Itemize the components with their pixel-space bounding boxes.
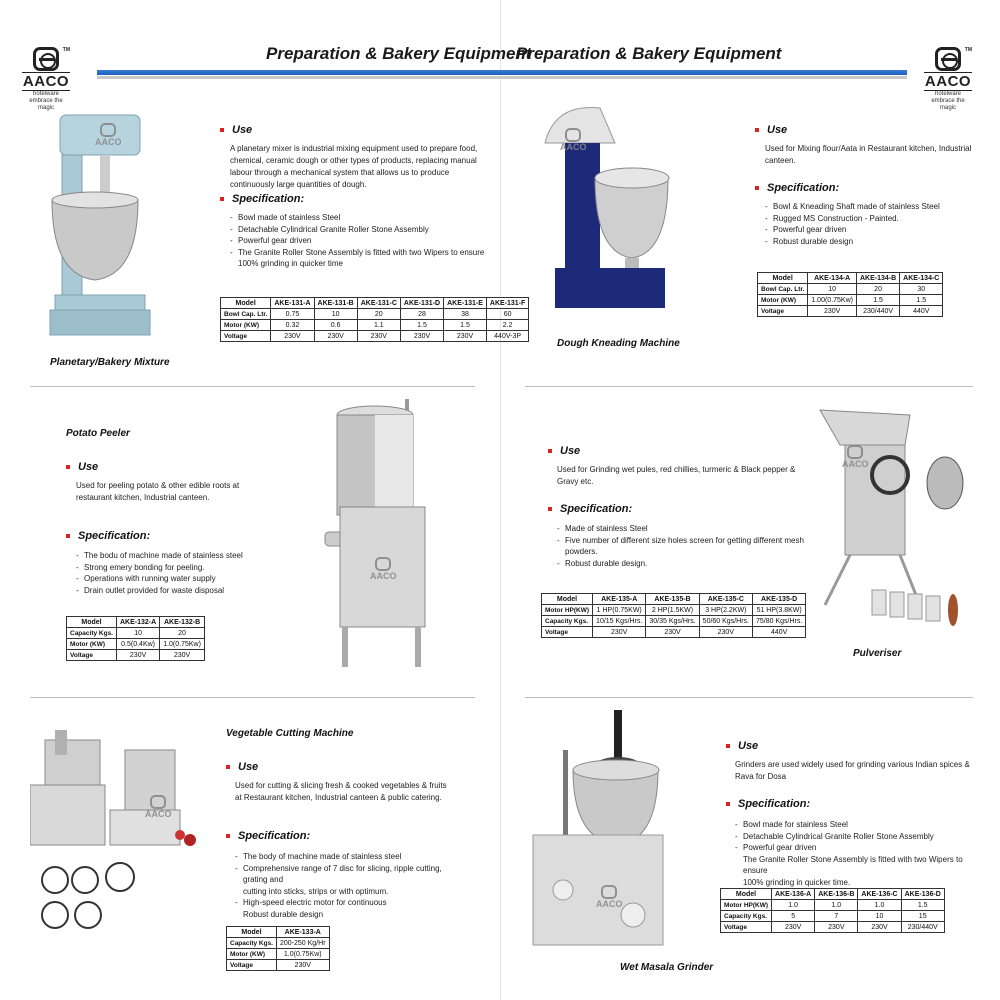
spec-item: - Robust durable design.	[557, 558, 817, 570]
aaco-logo-icon: TM	[935, 47, 961, 71]
use-text-pulveriser: Used for Grinding wet pules, red chillies, turmeric & Black pepper & Gravy etc.	[557, 465, 796, 486]
bullet-icon	[66, 534, 70, 538]
table-row: Capacity Kgs. 10/15 Kgs/Hrs. 30/35 Kgs/Hrs. 50/60 Kgs/Hrs. 75/80 Kgs/Hrs.	[542, 616, 806, 627]
bullet-icon	[226, 834, 230, 838]
spec-item: Robust durable design	[243, 909, 324, 919]
watermark-logo: AACO	[145, 795, 172, 819]
spec-item: - Bowl made for stainless Steel	[735, 819, 975, 831]
use-text-potato: Used for peeling potato & other edible roots at restaurant kitchen, Industrial canteen.	[76, 481, 240, 502]
spec-list-dough	[765, 201, 975, 247]
dough-kneading-image	[540, 103, 675, 318]
use-text-dough: Used for Mixing flour/Aata in Restaurant kitchen, Industrial canteen.	[765, 144, 972, 165]
bullet-icon	[755, 186, 759, 190]
spec-table-masala	[720, 888, 945, 933]
table-header-row: Model AKE-132-A AKE-132-B	[67, 617, 205, 628]
spec-item: 100% grinding in quicker time	[238, 259, 343, 268]
bullet-icon	[726, 744, 730, 748]
page-title-left: Preparation & Bakery Equipment	[266, 44, 532, 63]
product-name-vegetable: Vegetable Cutting Machine	[226, 728, 354, 739]
spec-item: - The Granite Roller Stone Assembly is fitted with two Wipers to ensure	[230, 247, 490, 259]
spec-item: - Rugged MS Construction - Painted.	[765, 213, 975, 225]
header-blue-bar	[97, 70, 907, 75]
table-row: Motor HP(KW) 1 HP(0.75KW) 2 HP(1.5KW) 3 HP(2.2KW) 51 HP(3.8KW)	[542, 605, 806, 616]
planetary-mixer-image	[40, 105, 155, 345]
bullet-icon	[548, 507, 552, 511]
use-heading: Use	[548, 445, 580, 457]
logo-name: AACO	[924, 73, 972, 90]
spec-table-dough	[757, 272, 943, 317]
watermark-logo: AACO	[596, 885, 623, 909]
spec-heading: Specification:	[755, 182, 839, 194]
bullet-icon	[726, 802, 730, 806]
use-heading: Use	[226, 761, 258, 773]
vegetable-cutter-image	[30, 715, 220, 950]
table-row: Motor HP(KW) 1.0 1.0 1.0 1.5	[721, 900, 945, 911]
spec-item: - Five number of different size holes screen for getting different mesh powders.	[557, 535, 817, 558]
brand-logo-left	[22, 47, 70, 112]
spec-item: - Bowl made of stainless Steel	[230, 212, 490, 224]
spec-heading: Specification:	[220, 193, 304, 205]
use-heading: Use	[755, 124, 787, 136]
aaco-logo-icon: TM	[33, 47, 59, 71]
bullet-icon	[226, 765, 230, 769]
spec-item: - The body of machine made of stainless steel	[235, 851, 455, 863]
spec-item: - Powerful gear driven	[735, 842, 975, 854]
bullet-icon	[548, 449, 552, 453]
spec-list-planetary	[230, 212, 490, 270]
table-row: Voltage 230V 230V	[67, 650, 205, 661]
table-row: Voltage 230V 230/440V 440V	[758, 306, 943, 317]
table-header-row: Model AKE-133-A	[227, 927, 330, 938]
bullet-icon	[220, 128, 224, 132]
table-header-row: Model AKE-134-A AKE-134-B AKE-134-C	[758, 273, 943, 284]
table-row: Capacity Kgs. 10 20	[67, 628, 205, 639]
section-divider	[30, 697, 475, 698]
logo-line1: hotelware	[32, 91, 59, 97]
bullet-icon	[220, 197, 224, 201]
logo-line2: embrace the magic	[931, 98, 965, 111]
table-row: Motor (KW) 0.5(0.4Kw) 1.0(0.75Kw)	[67, 639, 205, 650]
watermark-logo: AACO	[370, 557, 397, 581]
table-row: Voltage 230V 230V 230V 230/440V	[721, 922, 945, 933]
table-row: Voltage 230V 230V 230V 230V 230V 440V-3P	[221, 331, 529, 342]
header-gray-bar	[97, 76, 907, 79]
wet-masala-grinder-image	[528, 710, 668, 950]
spec-table-vegetable	[226, 926, 330, 971]
table-header-row: Model AKE-136-A AKE-136-B AKE-136-C AKE-136-D	[721, 889, 945, 900]
spec-heading: Specification:	[726, 798, 810, 810]
table-header-row: Model AKE-131-A AKE-131-B AKE-131-C AKE-131-D AKE-131-E AKE-131-F	[221, 298, 529, 309]
spec-list-pulveriser	[557, 523, 817, 569]
spec-item: - The bodu of machine made of stainless steel	[76, 550, 276, 562]
watermark-logo: AACO	[842, 445, 869, 469]
table-row: Voltage 230V	[227, 960, 330, 971]
use-text-planetary: A planetary mixer is industrial mixing equipment used to prepare food, chemical, ceramic dough or other types of products, replacing manual labour through a mechanical system that allows us to produce continuously large quantities of dough.	[230, 144, 478, 189]
use-heading: Use	[66, 461, 98, 473]
spec-table-pulveriser	[541, 593, 806, 638]
table-row: Capacity Kgs. 5 7 10 15	[721, 911, 945, 922]
potato-peeler-image	[320, 397, 435, 672]
spec-item: - Detachable Cylindrical Granite Roller Stone Assembly	[735, 831, 975, 843]
spec-heading: Specification:	[226, 830, 310, 842]
product-name-planetary: Planetary/Bakery Mixture	[50, 357, 170, 368]
spec-table-planetary	[220, 297, 529, 342]
product-name-potato: Potato Peeler	[66, 428, 130, 439]
spec-item: - Robust durable design	[765, 236, 975, 248]
logo-line1: hotelware	[934, 91, 961, 97]
brand-logo-right	[924, 47, 972, 112]
spec-heading: Specification:	[548, 503, 632, 515]
spec-list-vegetable	[235, 851, 455, 920]
spec-item: - Powerful gear driven	[230, 235, 490, 247]
spec-item: 100% grinding in quicker time.	[743, 877, 851, 887]
spec-item: - Bowl & Kneading Shaft made of stainless Steel	[765, 201, 975, 213]
product-name-masala: Wet Masala Grinder	[620, 962, 714, 973]
spec-list-masala	[735, 819, 975, 888]
spec-item: - Drain outlet provided for waste disposal	[76, 585, 276, 597]
spec-item: - Made of stainless Steel	[557, 523, 817, 535]
table-header-row: Model AKE-135-A AKE-135-B AKE-135-C AKE-135-D	[542, 594, 806, 605]
section-divider	[525, 697, 973, 698]
table-row: Voltage 230V 230V 230V 440V	[542, 627, 806, 638]
spec-item: - Strong emery bonding for peeling.	[76, 562, 276, 574]
spec-item: - Comprehensive range of 7 disc for slicing, ripple cutting, grating and	[235, 863, 455, 886]
bullet-icon	[66, 465, 70, 469]
spec-heading: Specification:	[66, 530, 150, 542]
page-title-right: Preparation & Bakery Equipment	[516, 44, 782, 63]
bullet-icon	[755, 128, 759, 132]
table-row: Bowl Cap. Ltr. 0.75 10 20 28 38 60	[221, 309, 529, 320]
use-heading: Use	[220, 124, 252, 136]
use-text-vegetable: Used for cutting & slicing fresh & cooked vegetables & fruits at Restaurant kitchen, Industrial canteen & public catering.	[235, 781, 447, 802]
logo-line2: embrace the magic	[29, 98, 63, 111]
spec-item: - Detachable Cylindrical Granite Roller Stone Assembly	[230, 224, 490, 236]
spec-item: cutting into sticks, strips or with optimum.	[243, 886, 389, 896]
product-name-dough: Dough Kneading Machine	[557, 338, 680, 349]
use-heading: Use	[726, 740, 758, 752]
spec-item: - Powerful gear driven	[765, 224, 975, 236]
table-row: Motor (KW) 0.32 0.6 1.1 1.5 1.5 2.2	[221, 320, 529, 331]
table-row: Bowl Cap. Ltr. 10 20 30	[758, 284, 943, 295]
product-name-pulveriser: Pulveriser	[853, 648, 902, 659]
table-row: Motor (KW) 1.00(0.75Kw) 1.5 1.5	[758, 295, 943, 306]
use-text-masala: Grinders are used widely used for grinding various Indian spices & Rava for Dosa	[735, 760, 970, 781]
table-row: Capacity Kgs. 200-250 Kg/Hr	[227, 938, 330, 949]
spec-item: The Granite Roller Stone Assembly is fitted with two Wipers to ensure	[743, 854, 963, 875]
spec-item: - Operations with running water supply	[76, 573, 276, 585]
watermark-logo: AACO	[560, 128, 587, 152]
logo-name: AACO	[22, 73, 70, 90]
spec-item: - High-speed electric motor for continuous	[235, 897, 455, 909]
spec-table-potato	[66, 616, 205, 661]
section-divider	[525, 386, 973, 387]
table-row: Motor (KW) 1.0(0.75Kw)	[227, 949, 330, 960]
page-spine	[500, 0, 501, 1000]
spec-list-potato	[76, 550, 276, 596]
section-divider	[30, 386, 475, 387]
pulveriser-image	[810, 405, 970, 630]
watermark-logo: AACO	[95, 123, 122, 147]
